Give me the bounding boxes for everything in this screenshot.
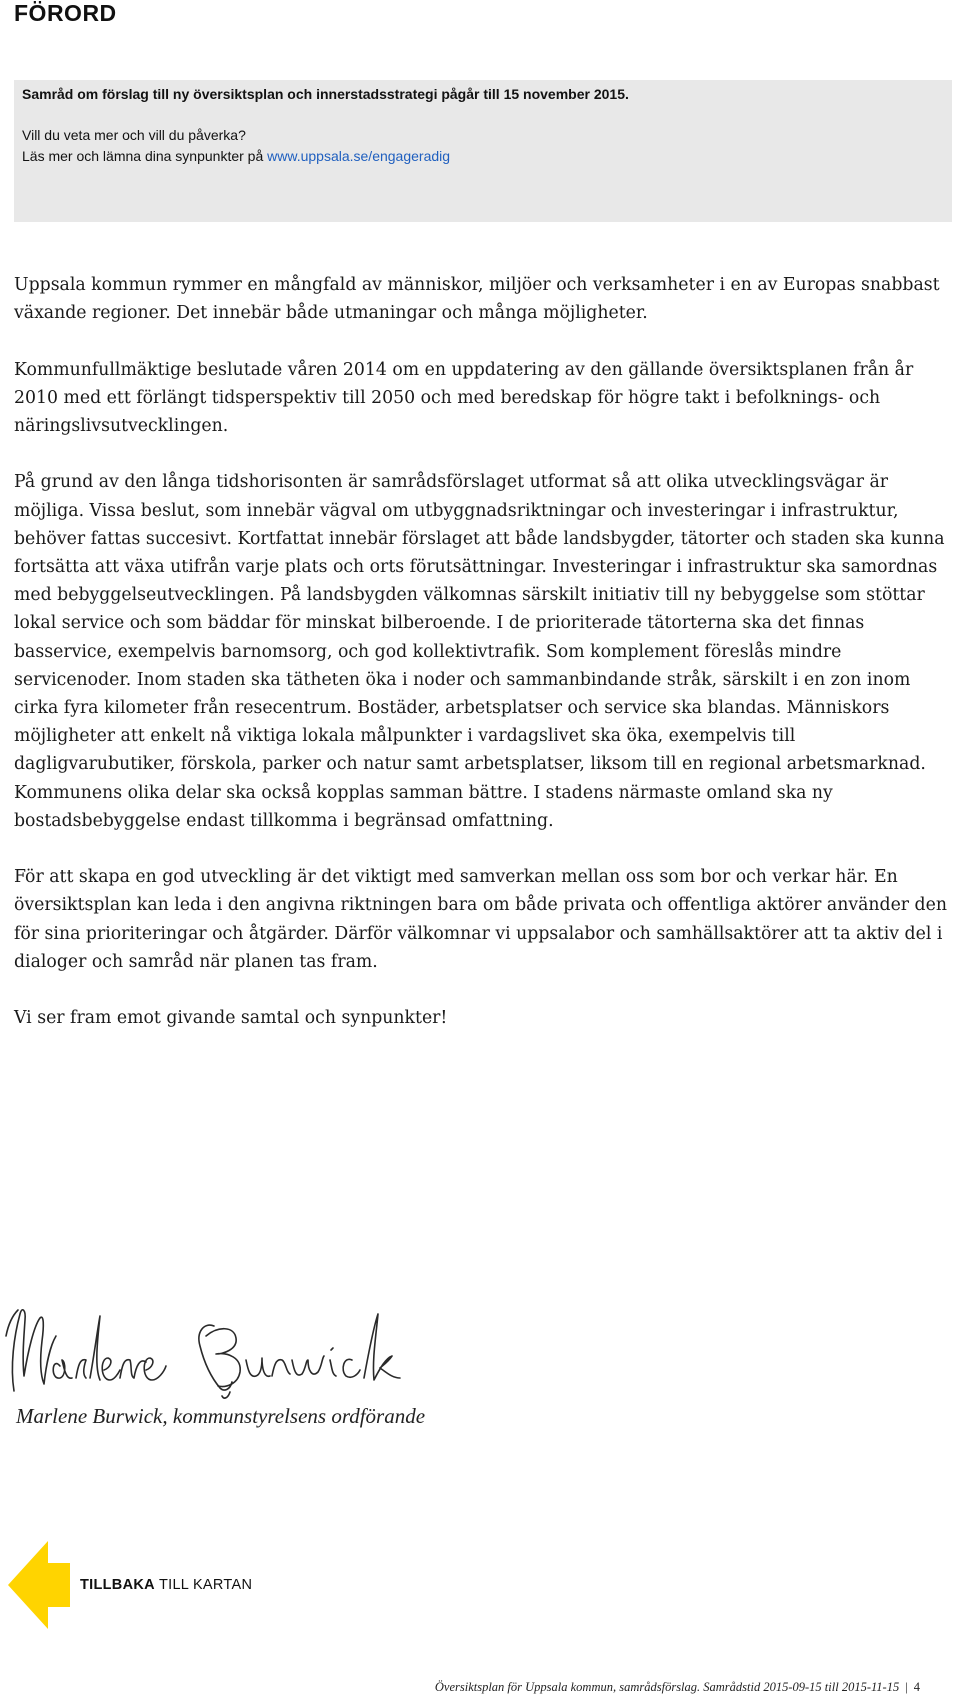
page-title: FÖRORD <box>14 0 117 26</box>
paragraph: För att skapa en god utveckling är det viktigt med samverkan mellan oss som bor och verkar här. En översiktsplan kan leda i den angivna riktningen bara om både privata och offentliga aktörer använder den för sina prioriteringar och åtgärder. Därför välkomnar vi uppsalabor och samhällsaktörer att ta aktiv del i dialoger och samråd när planen tas fram. <box>14 867 947 972</box>
footer-separator: | <box>905 1680 908 1694</box>
paragraph: På grund av den långa tidshorisonten är samrådsförslaget utformat så att olika utvecklingsvägar är möjliga. Vissa beslut, som innebär vägval om utbyggnadsriktningar och investeringar i infrastruktur, behöver fattas succesivt. Kortfattat innebär förslaget att både landsbygder, tätorter och staden ska kunna fortsätta att växa utifrån varje plats och orts förutsättningar. Investeringar i infrastruktur ska samordnas med bebyggelseutvecklingen. På landsbygden välkomnas särskilt initiativ till ny bebyggelse som stöttar lokal service och som bäddar för minskat bilberoende. I de prioriterade tätorterna ska det finnas basservice, exempelvis barnomsorg, och god kollektivtrafik. Som komplement föreslås mindre servicenoder. Inom staden ska tätheten öka i noder och sammanbindande stråk, särskilt i en zon inom cirka fyra kilometer från resecentrum. Bostäder, arbetsplatser och service ska blandas. Människors möjligheter att enkelt nå viktiga lokala målpunkter i vardagslivet ska öka, exempelvis till dagligvarubutiker, förskola, parker och natur samt arbetsplatser, liksom till en regional arbetsmarknad. Kommunens olika delar ska också kopplas samman bättre. I stadens närmaste omland ska ny bostadsbebyggelse endast tillkomma i begränsad omfattning. <box>14 472 945 831</box>
paragraph: Kommunfullmäktige beslutade våren 2014 om en uppdatering av den gällande översiktsplanen från år 2010 med ett förlängt tidsperspektiv till 2050 och med beredskap för högre takt i befolknings- och näringslivsutvecklingen. <box>14 359 914 436</box>
notice-title: Samråd om förslag till ny översiktsplan och innerstadsstrategi pågår till 15 november 2015. <box>22 86 629 102</box>
back-to-map-button[interactable] <box>8 1535 268 1635</box>
notice-line-with-link <box>22 148 450 164</box>
foreword-body <box>14 271 956 1061</box>
footer-text: Översiktsplan för Uppsala kommun, samrådsförslag. Samrådstid 2015-09-15 till 2015-11-15 <box>434 1680 900 1694</box>
yellow-arrow-left-icon <box>8 1535 70 1635</box>
page-footer <box>435 1680 920 1695</box>
consultation-notice <box>14 80 952 222</box>
signatory-name: Marlene Burwick, kommunstyrelsens ordförande <box>16 1404 426 1428</box>
back-to-map-label: TILLBAKA TILL KARTAN <box>80 1577 253 1593</box>
paragraph: Uppsala kommun rymmer en mångfald av människor, miljöer och verksamheter i en av Europas snabbast växande regioner. Det innebär både utmaningar och många möjligheter. <box>14 275 940 324</box>
page-number: 4 <box>913 1680 920 1694</box>
notice-link-prefix: Läs mer och lämna dina synpunkter på <box>22 148 268 164</box>
paragraph: Vi ser fram emot givande samtal och synpunkter! <box>14 1008 448 1029</box>
notice-line: Vill du veta mer och vill du påverka? <box>22 127 246 143</box>
engageradig-link[interactable]: www.uppsala.se/engageradig <box>267 148 451 164</box>
handwritten-signature <box>0 1296 440 1406</box>
